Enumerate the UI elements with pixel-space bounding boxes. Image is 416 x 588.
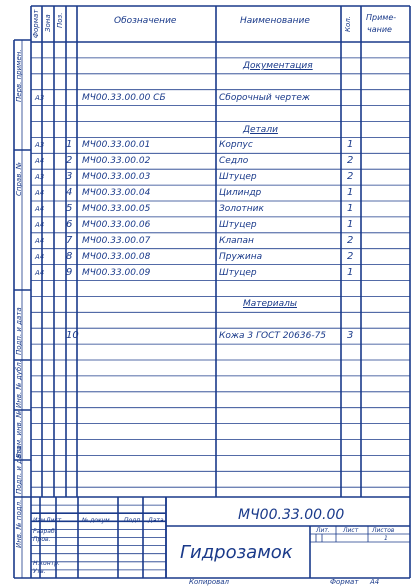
row-poz: 8 bbox=[66, 250, 73, 262]
row-format: А4 bbox=[35, 157, 45, 166]
row-kol: 2 bbox=[347, 155, 354, 167]
row-oboznachenie: МЧ00.33.00.02 bbox=[82, 156, 151, 167]
stamp-n-kontr: Н.контр. bbox=[33, 560, 60, 567]
side-label-podp-data-2: Подп. и дата bbox=[15, 446, 23, 494]
row-kol: 3 bbox=[347, 330, 354, 342]
side-label-inv-dubl: Инв. № дубл. bbox=[15, 360, 23, 408]
row-kol: 1 bbox=[347, 139, 354, 151]
row-naimenovanie: Цилиндр bbox=[219, 188, 262, 199]
row-poz: 1 bbox=[66, 139, 73, 151]
row-format: А3 bbox=[35, 173, 45, 182]
row-oboznachenie: МЧ00.33.00.06 bbox=[82, 219, 151, 230]
stamp-designation: МЧ00.33.00.00 bbox=[238, 507, 345, 523]
row-kol: 2 bbox=[347, 250, 354, 262]
stamp-list: Лист bbox=[46, 517, 62, 524]
row-kol: 1 bbox=[347, 218, 354, 230]
header-kol: Кол. bbox=[344, 16, 352, 32]
row-oboznachenie: МЧ00.33.00.09 bbox=[82, 267, 151, 278]
header-primechanie-1: Приме- bbox=[366, 13, 397, 22]
side-label-sprav-no: Справ. № bbox=[15, 161, 23, 196]
stamp-prov: Пров. bbox=[33, 536, 51, 543]
row-naimenovanie: Штуцер bbox=[219, 172, 257, 183]
row-format: А4 bbox=[35, 205, 45, 213]
header-poz: Поз. bbox=[56, 12, 64, 28]
stamp-izm: Изм. bbox=[33, 517, 48, 524]
row-kol: 1 bbox=[347, 266, 354, 278]
footer-kopiroval: Копировал bbox=[189, 578, 229, 586]
header-oboznachenie: Обозначение bbox=[114, 16, 177, 26]
row-oboznachenie: МЧ00.33.00.07 bbox=[82, 235, 151, 246]
row-naimenovanie: Пружина bbox=[219, 251, 263, 262]
row-format: А3 bbox=[35, 93, 45, 102]
footer-format-val: А4 bbox=[370, 578, 380, 586]
side-label-inv-podl: Инв. № подл. bbox=[15, 499, 23, 548]
row-oboznachenie: МЧ00.33.00.04 bbox=[82, 188, 151, 199]
row-poz: 2 bbox=[66, 155, 73, 167]
row-naimenovanie: Седло bbox=[219, 156, 249, 167]
row-format: А4 bbox=[35, 189, 45, 198]
stamp-razrab: Разраб. bbox=[33, 528, 57, 535]
stamp-list-h: Лист bbox=[343, 527, 359, 534]
row-kol: 2 bbox=[347, 234, 354, 246]
row-naimenovanie: Корпус bbox=[219, 140, 253, 151]
row-naimenovanie: Штуцер bbox=[219, 267, 257, 278]
row-poz: 10 bbox=[66, 330, 79, 342]
row-format: А4 bbox=[35, 220, 45, 229]
row-poz: 9 bbox=[66, 266, 73, 278]
row-poz: 6 bbox=[66, 218, 73, 230]
stamp-lit: Лит. bbox=[316, 527, 330, 534]
stamp-listov-val: 1 bbox=[384, 535, 388, 542]
stamp-title: Гидрозамок bbox=[180, 542, 293, 563]
footer-format: Формат bbox=[330, 578, 359, 586]
row-format: А4 bbox=[35, 252, 45, 261]
row-kol: 1 bbox=[347, 203, 354, 214]
row-poz: 4 bbox=[66, 187, 73, 199]
row-naimenovanie: Золотник bbox=[219, 204, 264, 214]
row-oboznachenie: МЧ00.33.00.03 bbox=[82, 172, 151, 183]
header-zona: Зона bbox=[44, 14, 52, 32]
row-oboznachenie: МЧ00.33.00.01 bbox=[82, 140, 151, 151]
section-title: Документация bbox=[243, 60, 313, 71]
row-poz: 3 bbox=[66, 171, 73, 183]
row-kol: 1 bbox=[347, 187, 354, 199]
stamp-data: Дата bbox=[148, 517, 164, 524]
row-naimenovanie: Клапан bbox=[219, 235, 254, 246]
header-format: Формат bbox=[32, 9, 40, 38]
row-oboznachenie: МЧ00.33.00.00 СБ bbox=[82, 92, 166, 103]
row-oboznachenie: МЧ00.33.00.05 bbox=[82, 204, 151, 214]
side-label-vzam-inv: Взам. инв. № bbox=[15, 410, 23, 458]
header-naimenovanie: Наименование bbox=[240, 16, 310, 26]
row-format: А4 bbox=[35, 268, 45, 277]
row-poz: 7 bbox=[66, 234, 73, 246]
row-format: А4 bbox=[35, 236, 45, 245]
row-oboznachenie: МЧ00.33.00.08 bbox=[82, 251, 151, 262]
row-poz: 5 bbox=[66, 203, 73, 214]
side-label-podp-data: Подп. и дата bbox=[15, 307, 23, 355]
header-primechanie-2: чание bbox=[367, 25, 392, 34]
section-title: Детали bbox=[243, 124, 278, 135]
section-title: Материалы bbox=[243, 299, 297, 310]
stamp-listov: Листов bbox=[372, 527, 395, 534]
row-format: А3 bbox=[35, 141, 45, 150]
stamp-no-dokum: № докум. bbox=[82, 517, 112, 524]
stamp-podp: Подп. bbox=[124, 517, 143, 524]
row-naimenovanie: Сборочный чертеж bbox=[219, 92, 311, 103]
side-label-perv-primen: Перв. примен. bbox=[15, 49, 23, 102]
row-kol: 2 bbox=[347, 171, 354, 183]
row-naimenovanie: Кожа 3 ГОСТ 20636-75 bbox=[219, 331, 327, 342]
row-naimenovanie: Штуцер bbox=[219, 219, 257, 230]
stamp-utv: Утв. bbox=[33, 568, 46, 575]
